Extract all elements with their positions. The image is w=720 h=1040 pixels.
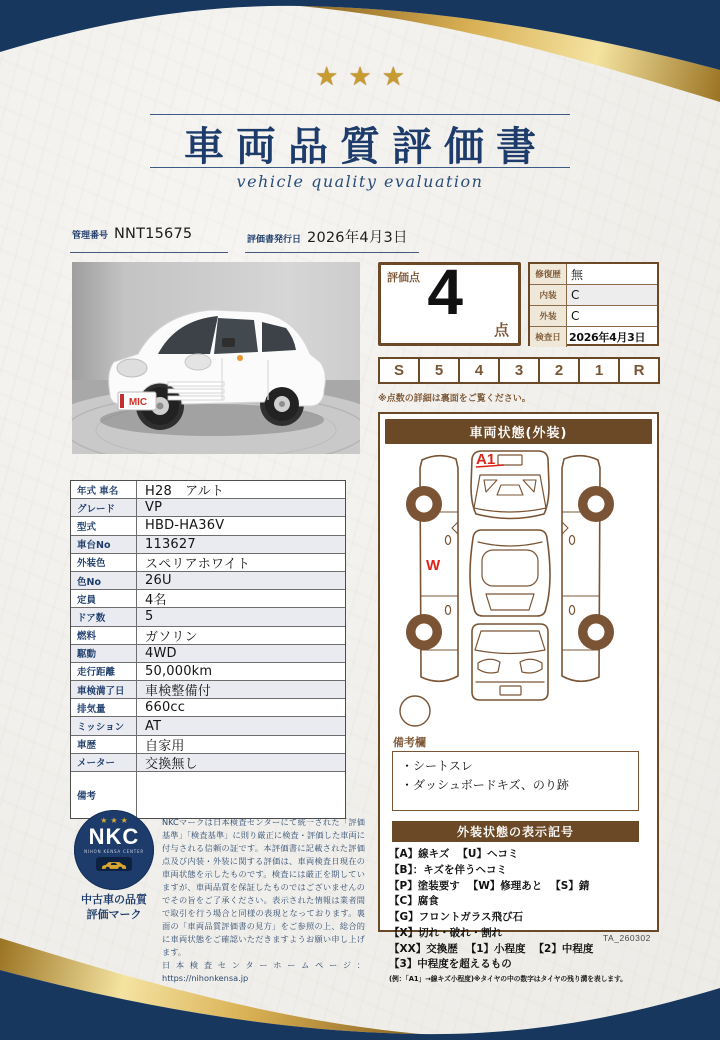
issue-date-value: 2026年4月3日 [307,230,408,246]
header-stars-icon: ★★★ [315,62,415,92]
table-row [71,499,345,517]
spec-label: 型式 [71,517,137,534]
nkc-caption-line1: 中古車の品質 [81,893,147,906]
nkc-logo [74,810,154,890]
spec-value: 26U [145,573,172,589]
exterior-grade-label: 外装 [530,306,567,326]
car-damage-diagram [388,448,650,730]
table-row [530,285,657,306]
remarks-label: 備考欄 [393,736,426,749]
remarks-line: ・ダッシュボードキズ、のり跡 [401,777,569,792]
spec-label: メーター [71,754,137,771]
nkc-car-icon [96,857,132,871]
scale-note: ※点数の詳細は裏面をご覧ください。 [378,394,531,404]
title-bottom-rule [150,167,570,168]
remarks-line: ・シートスレ [401,759,473,773]
table-row [71,736,345,754]
table-row [71,481,345,499]
score-unit: 点 [493,321,509,339]
table-row [71,663,345,681]
vehicle-spec-table [70,480,346,819]
license-plate-text: MIC [128,397,148,408]
spec-label: 年式 車名 [71,481,137,498]
spec-label: 排気量 [71,699,137,716]
score-label: 評価点 [387,271,420,284]
scale-cell: 4 [460,359,500,382]
spec-value: H28 アルト [145,484,225,500]
nkc-caption-line2: 評価マーク [86,907,142,921]
table-row [530,264,657,285]
scale-cell: 2 [540,359,580,382]
legend-line: 【A】線キズ 【U】ヘコミ【B】：キズを伴うヘコミ [389,848,519,876]
spec-label: 駆動 [71,645,137,662]
interior-grade-label: 内装 [530,285,567,305]
table-row [71,590,345,608]
spec-label: 定員 [71,590,137,607]
spec-label: 車台No [71,536,137,553]
table-row [71,699,345,717]
spec-value: 4WD [145,645,177,661]
spec-value: 5 [145,609,154,625]
spec-label: グレード [71,499,137,516]
spec-label: 備考 [71,772,137,818]
table-row [71,717,345,735]
legend-line: 【P】塗装要す 【W】修理あと 【S】錆【C】腐食 [389,879,590,908]
scale-cell: 3 [500,359,540,382]
spec-label: 色No [71,572,137,589]
spec-value: スペリアホワイト [145,556,251,572]
spec-value: 50,000km [145,663,213,679]
page-subtitle: vehicle quality evaluation [236,172,484,191]
scale-cell: S [380,359,420,382]
remarks-box [392,751,639,811]
table-row [71,754,345,772]
spec-value: 車検整備付 [145,684,212,700]
spec-label: 外装色 [71,554,137,571]
management-number-label: 管理番号 [72,231,109,241]
legend-line: 【3】中程度を超えるもの [389,958,512,971]
issue-date-label: 評価書発行日 [247,235,302,245]
document-code: TA_260302 [603,933,651,943]
nkc-stars-icon: ★★★ [100,816,131,825]
spec-label: ドア数 [71,608,137,625]
legend-note: (例：「A1」→線キズ小程度)※タイヤの中の数字はタイヤの残り溝を表します。 [389,975,627,983]
vehicle-photo [72,262,360,454]
scale-cell: 1 [580,359,620,382]
spec-value: 113627 [145,536,196,552]
inspection-date-label: 検査日 [530,327,567,347]
table-row [71,608,345,626]
issue-date-field [245,226,419,253]
nkc-description [162,816,365,985]
table-row [71,517,345,535]
damage-marker-w: W [426,557,441,574]
spec-value: ガソリン [145,629,198,645]
page-title: 車両品質評価書 [184,124,548,169]
management-number-value: NNT15675 [114,226,193,242]
table-row [530,327,657,347]
spec-value: 交換無し [145,756,198,772]
condition-summary-table [528,262,659,346]
inspection-date-value: 2026年4月3日 [569,331,646,344]
nkc-description-text: NKCマークは日本検査センターにて統一された「評価基準」「検査基準」に則り厳正に検査・評価した車両に付与される信頼の証です。本評価書に記載された評価点及び内装・外装に関する評価は、車両検査日現在の車両状態を示したものです。検査には厳正を期していますが、車両品質を保証したものではございませんのでその旨をご了承ください。表示された情報は業者間で取引を行う場合と同様の表現となっております。裏面の「車両品質評価書の見方」をご参照の上、総合的に車両状態をご確認いただきますようお願い申し上げます。 [162,817,365,957]
nkc-homepage: 日本検査センターホームページ：https://nihonkensa.jp [162,960,365,984]
legend-title: 外装状態の表示記号 [392,821,639,842]
legend-body [389,847,649,984]
nkc-logo-text: NKC [88,824,140,849]
condition-panel-title: 車両状態(外装) [385,419,652,444]
interior-grade-value: C [567,285,657,305]
legend-line: 【G】フロントガラス飛び石【X】切れ・破れ・割れ [389,911,523,939]
spec-label: 燃料 [71,627,137,644]
spec-label: ミッション [71,717,137,734]
table-row [71,572,345,590]
spec-label: 走行距離 [71,663,137,680]
nkc-caption [64,893,164,923]
table-row [71,554,345,572]
scale-cell: R [633,362,645,379]
spec-label: 車歴 [71,736,137,753]
spec-value: HBD-HA36V [145,518,225,534]
table-row [530,306,657,327]
spec-value [137,772,345,818]
repair-history-value: 無 [571,267,584,282]
exterior-grade-value: C [571,309,580,323]
score-value: 4 [427,256,464,328]
table-row [71,627,345,645]
spec-value: 660cc [145,700,186,716]
scale-cell: 5 [420,359,460,382]
spec-value: AT [145,718,162,734]
table-row [71,645,345,663]
nkc-logo-subtext: NIHON KENSA CENTER [84,849,144,855]
evaluation-score-box [378,256,521,346]
repair-history-label: 修復歴 [530,264,567,284]
legend-line: 【XX】交換歴 【1】小程度 【2】中程度 [389,942,594,955]
management-number-field [70,226,228,253]
spec-label: 車検満了日 [71,681,137,698]
damage-marker-a1: A1 [476,451,496,468]
table-row [71,536,345,554]
spec-value: VP [145,500,163,516]
spec-value: 4名 [145,593,167,609]
table-row [71,681,345,699]
grade-scale [378,357,660,384]
spec-value: 自家用 [145,738,185,754]
